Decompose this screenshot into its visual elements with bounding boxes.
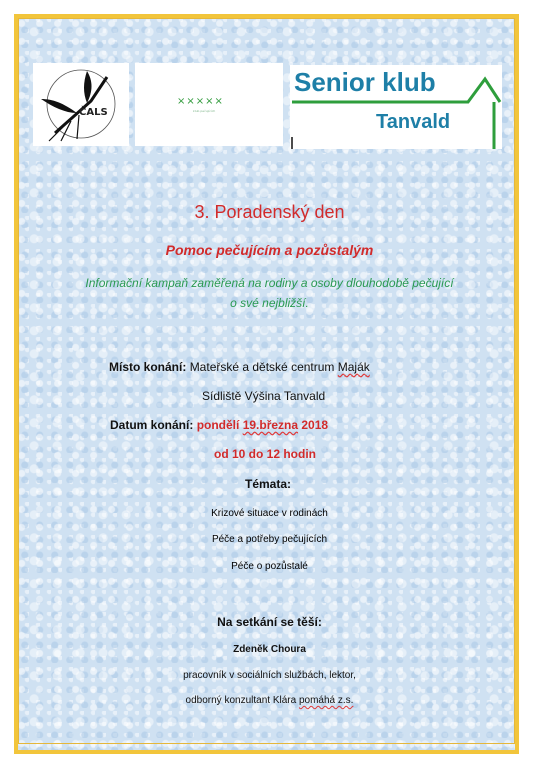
meeting-heading: Na setkání se těší:	[217, 615, 322, 629]
venue-address: Sídliště Výšina Tanvald	[202, 389, 326, 403]
venue-row	[109, 360, 370, 374]
venue-value: Mateřské a dětské centrum	[189, 360, 338, 374]
senior-klub-title: Senior klub	[294, 67, 436, 97]
caregivers-logo-glyphs: ×××××	[177, 96, 224, 107]
cals-logo	[33, 63, 129, 146]
venue-label: Místo konání:	[109, 360, 187, 374]
topic-item: Péče a potřeby pečujících	[211, 534, 328, 545]
caregivers-logo-subtext: klub pečujících	[193, 109, 216, 113]
date-value: 19.března	[242, 418, 299, 432]
presenter-role-prefix: odborný konzultant Klára	[185, 695, 299, 706]
senior-klub-town: Tanvald	[376, 111, 451, 133]
organization-name: pomáhá z.s.	[298, 695, 354, 706]
date-label: Datum konání:	[110, 418, 194, 432]
presenter-name: Zdeněk Choura	[233, 644, 306, 655]
senior-klub-logo	[290, 65, 502, 149]
event-time: od 10 do 12 hodin	[214, 447, 317, 461]
cals-logo-text: ČALS	[79, 107, 108, 118]
topic-item: Péče o pozůstalé	[231, 561, 308, 572]
topics-heading: Témata:	[245, 477, 292, 491]
presenter-role-line2	[0, 695, 539, 706]
event-title: 3. Poradenský den	[194, 202, 345, 222]
campaign-info-line1: Informační kampaň zaměřená na rodiny a osoby dlouhodobě pečující	[85, 276, 454, 290]
date-row	[110, 418, 328, 432]
date-year: 2018	[298, 418, 329, 432]
mosquito-icon	[33, 63, 129, 146]
event-subtitle: Pomoc pečujícím a pozůstalým	[165, 242, 374, 258]
campaign-info-line2: o své nejbližší.	[230, 296, 309, 310]
presenter-role-line1: pracovník v sociálních službách, lektor,	[183, 670, 356, 681]
caregivers-logo	[135, 63, 283, 146]
venue-name: Maják	[337, 360, 370, 374]
topic-item: Krizové situace v rodinách	[211, 508, 328, 519]
date-day: pondělí	[196, 418, 243, 432]
